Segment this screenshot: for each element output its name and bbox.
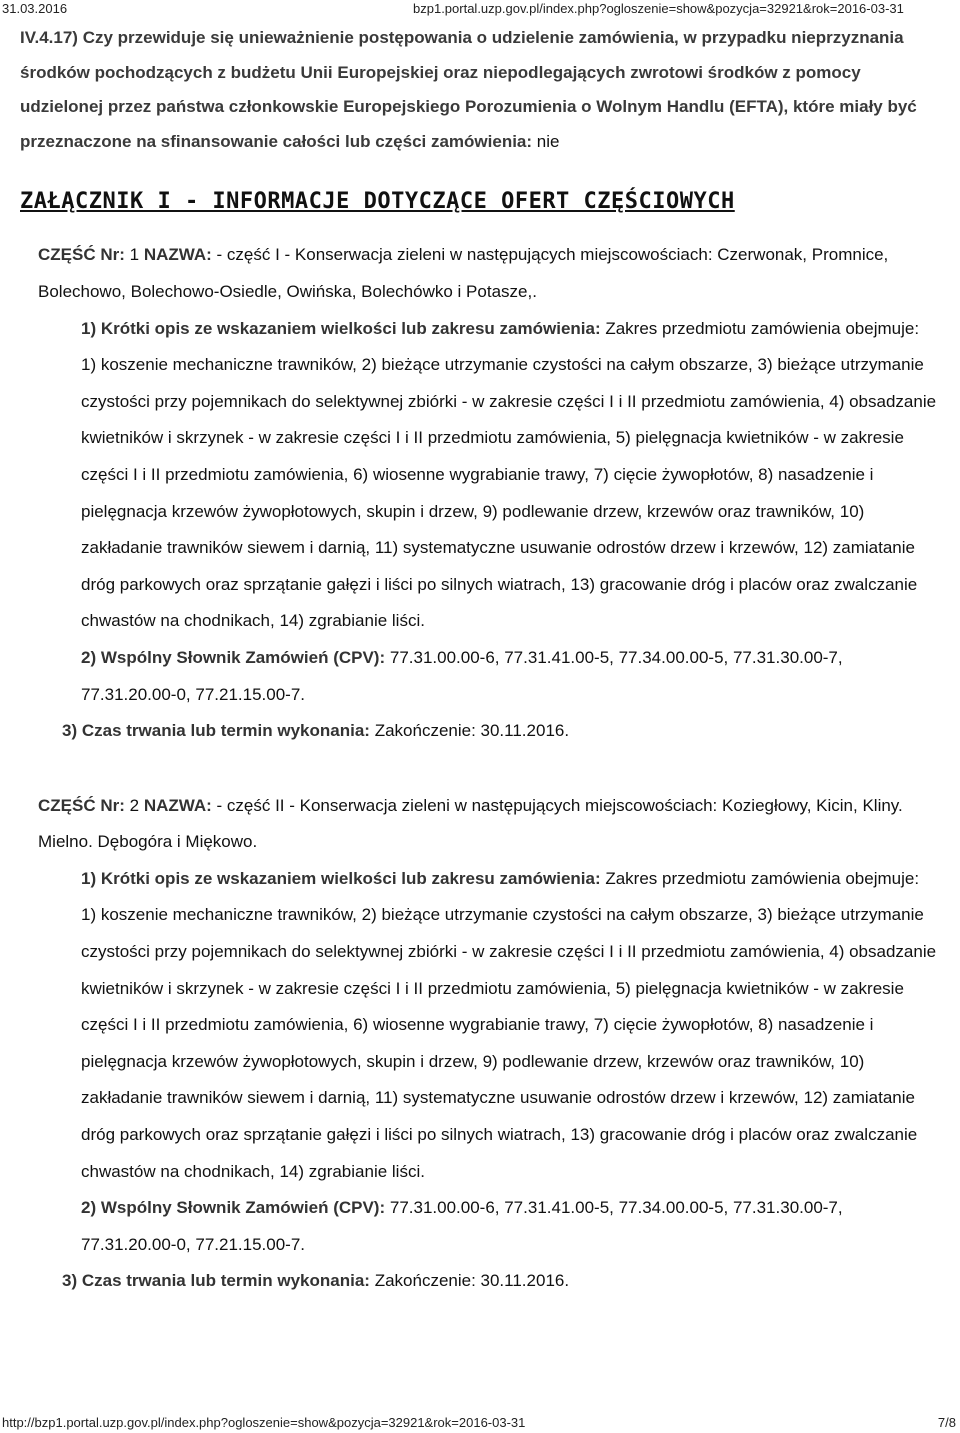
- part-name-label: NAZWA:: [143, 245, 212, 265]
- print-header: [0, 0, 960, 18]
- description-label: 1) Krótki opis ze wskazaniem wielkości lub zakresu zamówienia:: [81, 318, 601, 338]
- part-nr-value: 2: [124, 795, 144, 815]
- part-nr-value: 1: [124, 245, 144, 265]
- description-value: Zakres przedmiotu zamówienia obejmuje: 1) koszenie mechaniczne trawników, 2) bieżące utrzymanie czystości na całym obszarze, 3) bieżące utrzymanie czystości przy pojemnikach do selektywnej zbiórki - w zakresie części I i II przedmiotu zamówienia, 4) obsadzanie kwietników i skrzynek - w zakresie części I i II przedmiotu zamówienia, 5) pielęgnacja kwietników - w zakresie części I i II przedmiotu zamówienia, 6) wiosenne wygrabianie trawy, 7) cięcie żywopłotów, 8) nasadzenie i pielęgnacja krzewów żywopłotowych, skupin i drzew, 9) podlewanie drzew, krzewów oraz trawników, 10) zakładanie trawników siewem i darnią, 11) systematyczne usuwanie odrostów drzew i krzewów, 12) zamiatanie dróg parkowych oraz sprzątanie gałęzi i liści po silnych wiatrach, 13) gracowanie dróg i placów oraz zwalczanie chwastów na chodnikach, 14) zgrabianie liści.: [81, 868, 937, 1181]
- cpv-value: 77.31.00.00-6, 77.31.41.00-5, 77.34.00.00-5, 77.31.30.00-7, 77.31.20.00-0, 77.21.15.00-7.: [81, 647, 843, 704]
- document-body: [20, 21, 938, 1300]
- part-name-label: NAZWA:: [143, 795, 212, 815]
- part-duration: [38, 713, 938, 750]
- part-description: [38, 861, 938, 1190]
- duration-value: Zakończenie: 30.11.2016.: [369, 1271, 570, 1291]
- part-cpv: [38, 640, 938, 713]
- description-label: 1) Krótki opis ze wskazaniem wielkości lub zakresu zamówienia:: [81, 868, 601, 888]
- part-description: [38, 311, 938, 640]
- cpv-value: 77.31.00.00-6, 77.31.41.00-5, 77.34.00.00-5, 77.31.30.00-7, 77.31.20.00-0, 77.21.15.00-7.: [81, 1198, 843, 1254]
- part-duration: [38, 1263, 938, 1300]
- part-2: [38, 788, 938, 1300]
- part-name-value: - część II - Konserwacja zieleni w następujących miejscowościach: Koziegłowy, Kicin, Kliny. Mielno. Dębogóra i Miękowo.: [38, 795, 903, 852]
- section-iv-4-17: [20, 21, 938, 159]
- description-value: Zakres przedmiotu zamówienia obejmuje: 1) koszenie mechaniczne trawników, 2) bieżące utrzymanie czystości na całym obszarze, 3) bieżące utrzymanie czystości przy pojemnikach do selektywnej zbiórki - w zakresie części I i II przedmiotu zamówienia, 4) obsadzanie kwietników i skrzynek - w zakresie części I i II przedmiotu zamówienia, 5) pielęgnacja kwietników - w zakresie części I i II przedmiotu zamówienia, 6) wiosenne wygrabianie trawy, 7) cięcie żywopłotów, 8) nasadzenie i pielęgnacja krzewów żywopłotowych, skupin i drzew, 9) podlewanie drzew, krzewów oraz trawników, 10) zakładanie trawników siewem i darnią, 11) systematyczne usuwanie odrostów drzew i krzewów, 12) zamiatanie dróg parkowych oraz sprzątanie gałęzi i liści po silnych wiatrach, 13) gracowanie dróg i placów oraz zwalczanie chwastów na chodnikach, 14) zgrabianie liści.: [81, 318, 937, 631]
- part-nr-label: CZĘŚĆ Nr:: [38, 795, 125, 815]
- part-heading: [38, 237, 938, 310]
- cpv-label: 2) Wspólny Słownik Zamówień (CPV):: [81, 647, 386, 667]
- part-heading: [38, 788, 938, 861]
- part-cpv: [38, 1190, 938, 1263]
- section-value: nie: [532, 131, 560, 151]
- print-date: 31.03.2016: [2, 1, 68, 16]
- print-footer: [0, 1413, 960, 1431]
- duration-label: 3) Czas trwania lub termin wykonania:: [62, 721, 370, 741]
- duration-value: Zakończenie: 30.11.2016.: [369, 721, 570, 741]
- footer-url: http://bzp1.portal.uzp.gov.pl/index.php?ogloszenie=show&pozycja=32921&rok=2016-03-31: [2, 1415, 526, 1430]
- print-url: bzp1.portal.uzp.gov.pl/index.php?ogloszenie=show&pozycja=32921&rok=2016-03-31: [413, 1, 904, 16]
- section-label: IV.4.17) Czy przewiduje się unieważnienie postępowania o udzielenie zamówienia, w przypadku nieprzyznania środków pochodzących z budżetu Unii Europejskiej oraz niepodlegających zwrotowi środków z pomocy udzielonej przez państwa członkowskie Europejskiego Porozumienia o Wolnym Handlu (EFTA), które miały być przeznaczone na sfinansowanie całości lub części zamówienia:: [20, 28, 917, 151]
- page-number: 7/8: [937, 1415, 956, 1430]
- duration-label: 3) Czas trwania lub termin wykonania:: [62, 1271, 370, 1291]
- annex-title: ZAŁĄCZNIK I - INFORMACJE DOTYCZĄCE OFERT CZĘŚCIOWYCH: [20, 189, 735, 215]
- part-nr-label: CZĘŚĆ Nr:: [38, 245, 125, 265]
- cpv-label: 2) Wspólny Słownik Zamówień (CPV):: [81, 1198, 386, 1218]
- part-name-value: - część I - Konserwacja zieleni w następujących miejscowościach: Czerwonak, Promnice, Bolechowo, Bolechowo-Osiedle, Owińska, Bolechówko i Potasze,.: [38, 245, 889, 301]
- part-1: [38, 237, 938, 749]
